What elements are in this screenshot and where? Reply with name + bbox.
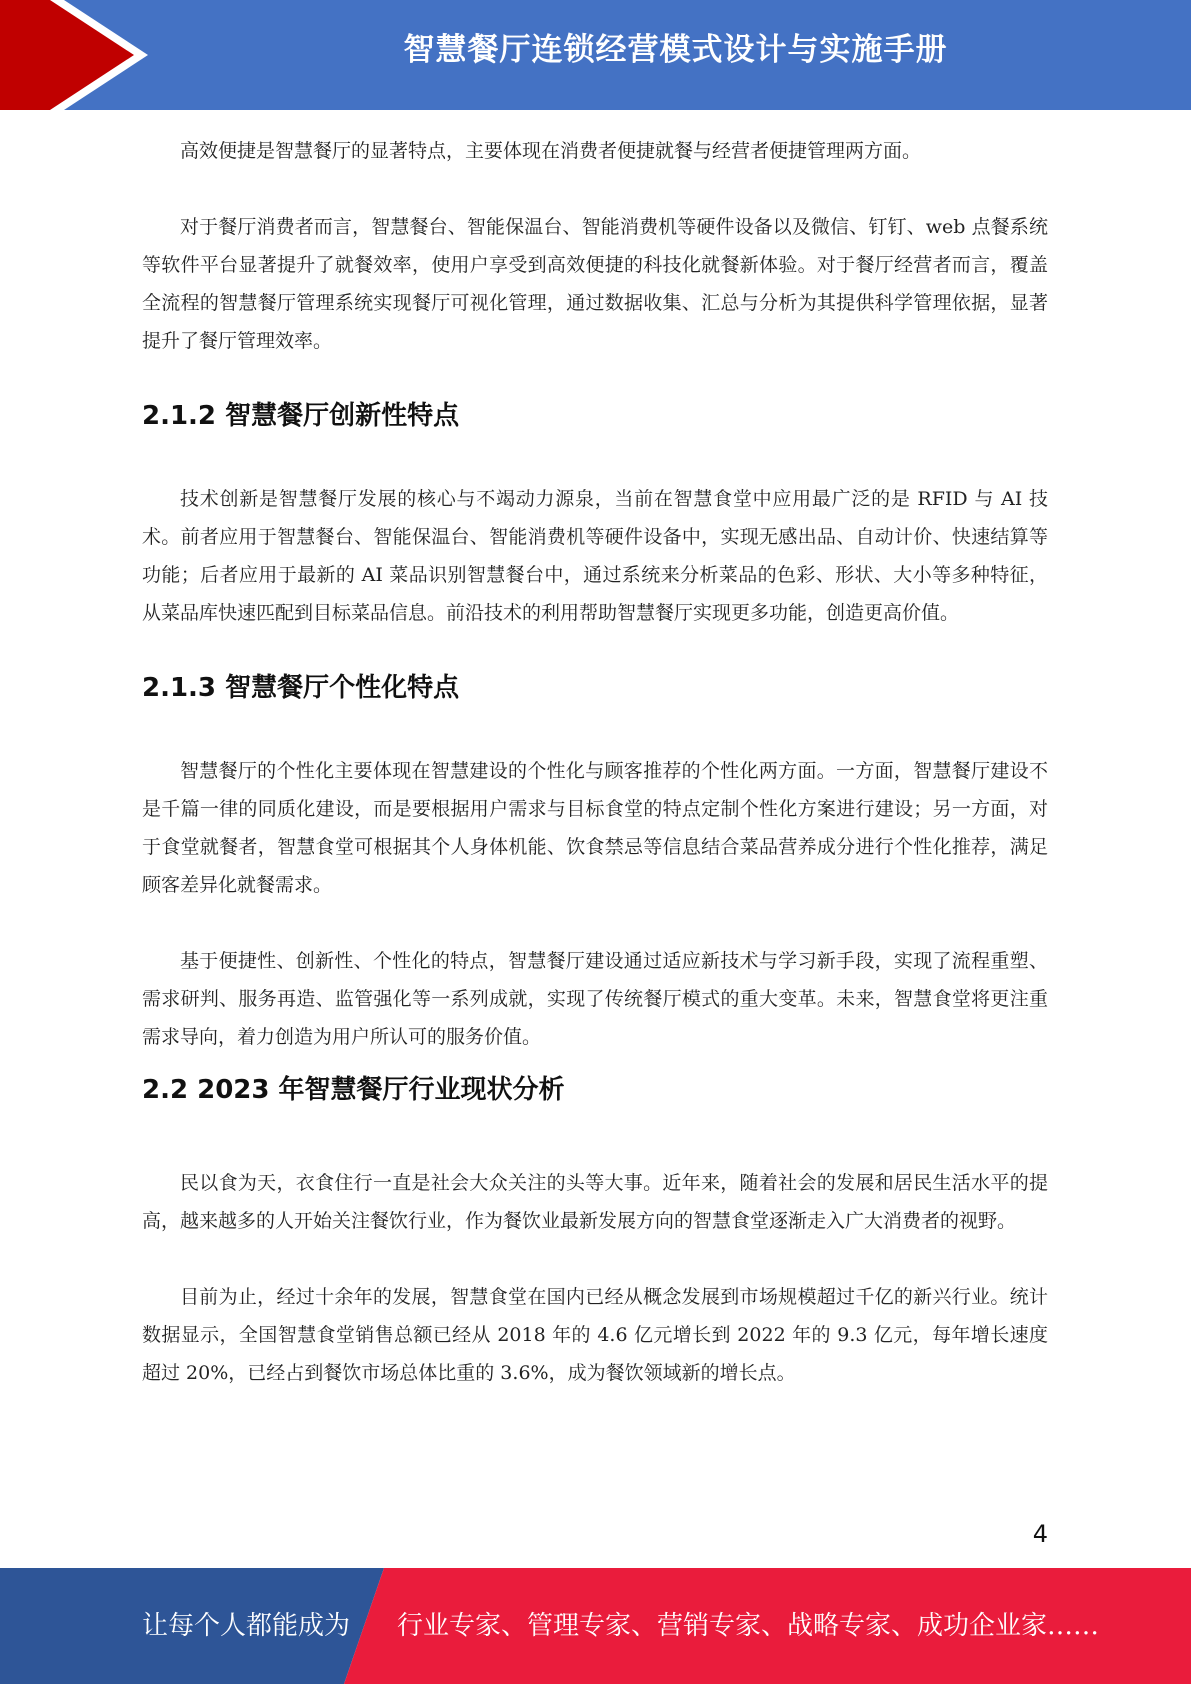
section-heading-2-1-3: 2.1.3 智慧餐厅个性化特点 [142, 673, 460, 703]
footer-slogan-left: 让每个人都能成为 [142, 1611, 351, 1641]
section-heading-2-2: 2.2 2023 年智慧餐厅行业现状分析 [142, 1075, 565, 1105]
paragraph: 技术创新是智慧餐厅发展的核心与不竭动力源泉，当前在智慧食堂中应用最广泛的是 RFID 与 AI 技术。前者应用于智慧餐台、智能保温台、智能消费机等硬件设备中，实现无感出品、自动计价、快速结算等功能；后者应用于最新的 AI 菜品识别智慧餐台中，通过系统来分析菜品的色彩、形状、大小等多种特征，从菜品库快速匹配到目标菜品信息。前沿技术的利用帮助智慧餐厅实现更多功能，创造更高价值。 [142, 488, 1048, 624]
paragraph: 民以食为天，衣食住行一直是社会大众关注的头等大事。近年来，随着社会的发展和居民生活水平的提高，越来越多的人开始关注餐饮行业，作为餐饮业最新发展方向的智慧食堂逐渐走入广大消费者的视野。 [142, 1172, 1048, 1232]
page-content [142, 132, 1048, 1430]
paragraph: 基于便捷性、创新性、个性化的特点，智慧餐厅建设通过适应新技术与学习新手段，实现了流程重塑、需求研判、服务再造、监管强化等一系列成就，实现了传统餐厅模式的重大变革。未来，智慧食堂将更注重需求导向，着力创造为用户所认可的服务价值。 [142, 950, 1048, 1048]
paragraph: 对于餐厅消费者而言，智慧餐台、智能保温台、智能消费机等硬件设备以及微信、钉钉、web 点餐系统等软件平台显著提升了就餐效率，使用户享受到高效便捷的科技化就餐新体验。对于餐厅经营者而言，覆盖全流程的智慧餐厅管理系统实现餐厅可视化管理，通过数据收集、汇总与分析为其提供科学管理依据，显著提升了餐厅管理效率。 [142, 216, 1048, 352]
paragraph: 目前为止，经过十余年的发展，智慧食堂在国内已经从概念发展到市场规模超过千亿的新兴行业。统计数据显示，全国智慧食堂销售总额已经从 2018 年的 4.6 亿元增长到 2022 年的 9.3 亿元，每年增长速度超过 20%，已经占到餐饮市场总体比重的 3.6%，成为餐饮领域新的增长点。 [142, 1286, 1048, 1384]
footer-slogan-right: 行业专家、管理专家、营销专家、战略专家、成功企业家…… [397, 1611, 1100, 1641]
paragraph: 智慧餐厅的个性化主要体现在智慧建设的个性化与顾客推荐的个性化两方面。一方面，智慧餐厅建设不是千篇一律的同质化建设，而是要根据用户需求与目标食堂的特点定制个性化方案进行建设；另一方面，对于食堂就餐者，智慧食堂可根据其个人身体机能、饮食禁忌等信息结合菜品营养成分进行个性化推荐，满足顾客差异化就餐需求。 [142, 760, 1048, 896]
paragraph: 高效便捷是智慧餐厅的显著特点，主要体现在消费者便捷就餐与经营者便捷管理两方面。 [180, 140, 922, 162]
page-number: 4 [1032, 1520, 1048, 1548]
document-title: 智慧餐厅连锁经营模式设计与实施手册 [403, 32, 948, 68]
page-header [0, 0, 1191, 110]
page-footer [0, 1568, 1191, 1684]
section-heading-2-1-2: 2.1.2 智慧餐厅创新性特点 [142, 401, 460, 431]
